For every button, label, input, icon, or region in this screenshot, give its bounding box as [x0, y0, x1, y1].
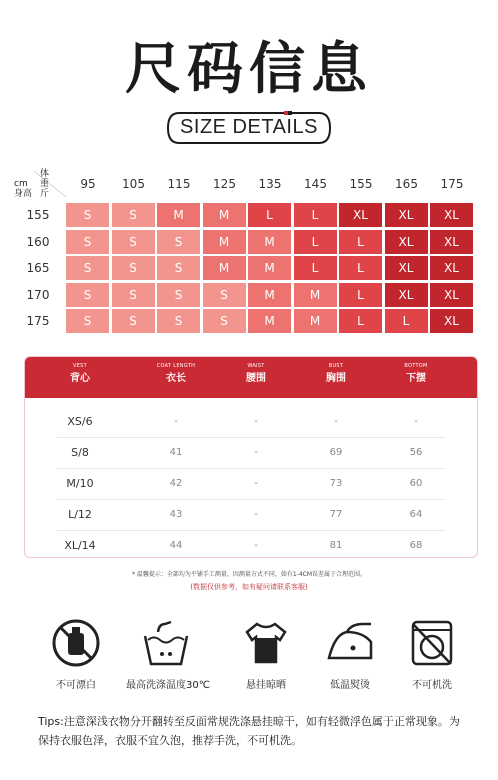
- weight-header-145: 145: [304, 177, 327, 191]
- weight-header-135: 135: [258, 177, 282, 191]
- size-cell: XL: [385, 230, 428, 254]
- weight-header-115: 115: [167, 177, 191, 191]
- size-cell: S: [203, 309, 246, 333]
- size-cell: S: [157, 256, 200, 280]
- table-column-header: [211, 362, 301, 388]
- column-header-en: COAT LENGTH: [156, 363, 196, 369]
- weight-header-165: 165: [395, 177, 418, 191]
- table-cell: 60: [409, 478, 423, 489]
- row-divider: [57, 468, 445, 469]
- tips-text: Tips:注意深浅衣物分开翻转至反面常规洗涤悬挂晾干，如有轻微浮色属于正常现象。为保持衣服色泽，衣服不宜久泡，推荐手洗，不可机洗。: [38, 715, 460, 747]
- no-machine-wash-icon: [407, 618, 457, 668]
- column-header-cn: 背心: [70, 373, 90, 384]
- size-cell: L: [339, 256, 382, 280]
- height-header-155: 155: [26, 208, 50, 222]
- size-cell: M: [248, 256, 291, 280]
- table-cell: -: [254, 540, 258, 551]
- row-divider: [57, 530, 445, 531]
- size-grid: [66, 203, 476, 333]
- measure-table: [24, 356, 478, 558]
- table-cell: -: [254, 509, 258, 520]
- care-label: 悬挂晾晒: [246, 680, 286, 691]
- size-cell: L: [294, 203, 337, 227]
- table-cell: XS/6: [67, 415, 93, 428]
- row-divider: [57, 499, 445, 500]
- size-cell: L: [294, 256, 337, 280]
- size-cell: XL: [430, 309, 473, 333]
- weight-header-105: 105: [122, 177, 145, 191]
- size-cell: S: [157, 230, 200, 254]
- size-cell: M: [203, 230, 246, 254]
- size-cell: M: [248, 230, 291, 254]
- size-cell: L: [339, 309, 382, 333]
- size-cell: S: [112, 283, 155, 307]
- size-cell: S: [203, 283, 246, 307]
- size-cell: M: [294, 309, 337, 333]
- table-row: [25, 408, 477, 435]
- size-cell: XL: [385, 256, 428, 280]
- table-cell: -: [174, 416, 178, 427]
- size-cell: M: [203, 256, 246, 280]
- size-cell: L: [248, 203, 291, 227]
- measure-note: * 温馨提示：全部均为平铺手工测量，因测量方式不同，如有1-4CM误差属于合理范围。: [131, 571, 367, 578]
- row-divider: [57, 437, 445, 438]
- height-axis-label: cm身高: [14, 179, 33, 199]
- table-cell: 69: [329, 447, 343, 458]
- table-column-header: [371, 362, 461, 388]
- size-cell: S: [157, 309, 200, 333]
- size-cell: S: [157, 283, 200, 307]
- height-header-175: 175: [26, 314, 50, 328]
- table-cell: 56: [409, 447, 423, 458]
- measure-table-header: [25, 357, 477, 398]
- height-header-165: 165: [26, 261, 50, 275]
- weight-header-155: 155: [349, 177, 373, 191]
- size-cell: S: [66, 230, 109, 254]
- wash-30-icon: [141, 618, 191, 668]
- size-cell: XL: [385, 203, 428, 227]
- size-cell: S: [112, 309, 155, 333]
- care-item-low-iron: [310, 618, 390, 691]
- column-header-cn: 衣长: [166, 373, 186, 384]
- table-row: [25, 470, 477, 497]
- subtitle: SIZE DETAILS: [180, 116, 318, 138]
- size-cell: XL: [430, 256, 473, 280]
- care-item-no-bleach: [36, 618, 116, 691]
- table-cell: -: [334, 416, 338, 427]
- height-header-160: 160: [26, 234, 50, 249]
- subtitle-badge: [164, 111, 334, 145]
- column-header-cn: 下摆: [406, 373, 426, 384]
- height-header-170: 170: [26, 287, 50, 302]
- table-cell: 73: [329, 478, 343, 489]
- table-cell: -: [254, 447, 258, 458]
- size-cell: S: [66, 256, 109, 280]
- table-cell: -: [414, 416, 418, 427]
- size-cell: M: [294, 283, 337, 307]
- size-cell: XL: [430, 283, 473, 307]
- table-cell: S/8: [71, 446, 89, 459]
- size-cell: XL: [339, 203, 382, 227]
- column-header-cn: 胸围: [326, 373, 346, 384]
- care-label: 最高洗涤温度30℃: [126, 680, 210, 691]
- size-cell: S: [66, 309, 109, 333]
- table-cell: 42: [169, 478, 183, 489]
- table-cell: -: [254, 416, 258, 427]
- size-cell: XL: [430, 203, 473, 227]
- care-label: 不可机洗: [412, 680, 452, 691]
- table-cell: 41: [169, 447, 183, 458]
- column-header-en: VEST: [72, 363, 87, 369]
- no-bleach-icon: [51, 618, 101, 668]
- table-column-header: [291, 362, 381, 388]
- table-cell: 44: [169, 540, 183, 551]
- size-cell: L: [339, 283, 382, 307]
- size-cell: M: [203, 203, 246, 227]
- size-cell: S: [66, 283, 109, 307]
- size-cell: L: [385, 309, 428, 333]
- size-cell: S: [112, 230, 155, 254]
- table-cell: 81: [329, 540, 343, 551]
- column-header-en: BOTTOM: [404, 363, 428, 369]
- size-cell: L: [339, 230, 382, 254]
- size-cell: M: [157, 203, 200, 227]
- hang-dry-icon: [241, 618, 291, 668]
- table-row: [25, 439, 477, 466]
- size-cell: XL: [430, 230, 473, 254]
- size-cell: XL: [385, 283, 428, 307]
- table-cell: 64: [409, 509, 423, 520]
- weight-header-95: 95: [80, 177, 96, 191]
- care-item-hang-dry: [226, 618, 306, 691]
- column-header-cn: 腰围: [246, 373, 266, 384]
- size-cell: L: [294, 230, 337, 254]
- table-column-header: [35, 362, 125, 388]
- table-cell: 77: [329, 509, 343, 520]
- low-iron-icon: [323, 618, 377, 668]
- care-item-wash-30: [126, 618, 210, 691]
- size-cell: S: [66, 203, 109, 227]
- table-cell: 43: [169, 509, 183, 520]
- care-label: 不可漂白: [56, 680, 96, 691]
- table-cell: XL/14: [64, 539, 96, 552]
- grid-corner: [12, 169, 68, 199]
- reference-note: (数据仅供参考，如有疑问请联系客服): [190, 583, 308, 591]
- page-title: 尺码信息: [125, 37, 373, 102]
- weight-header-125: 125: [213, 177, 236, 191]
- weight-header-175: 175: [440, 177, 464, 191]
- size-cell: M: [248, 309, 291, 333]
- table-cell: 68: [409, 540, 423, 551]
- weight-axis-label: 体重斤: [40, 169, 50, 199]
- table-cell: L/12: [68, 508, 92, 521]
- care-item-no-machine-wash: [392, 618, 472, 691]
- size-cell: M: [248, 283, 291, 307]
- size-cell: S: [112, 256, 155, 280]
- care-label: 低温熨烫: [330, 680, 370, 691]
- column-header-en: BUST: [328, 363, 344, 369]
- table-row: [25, 532, 477, 558]
- table-column-header: [131, 362, 221, 388]
- table-cell: M/10: [66, 477, 94, 490]
- column-header-en: WAIST: [247, 363, 265, 369]
- table-cell: -: [254, 478, 258, 489]
- table-row: [25, 501, 477, 528]
- size-cell: S: [112, 203, 155, 227]
